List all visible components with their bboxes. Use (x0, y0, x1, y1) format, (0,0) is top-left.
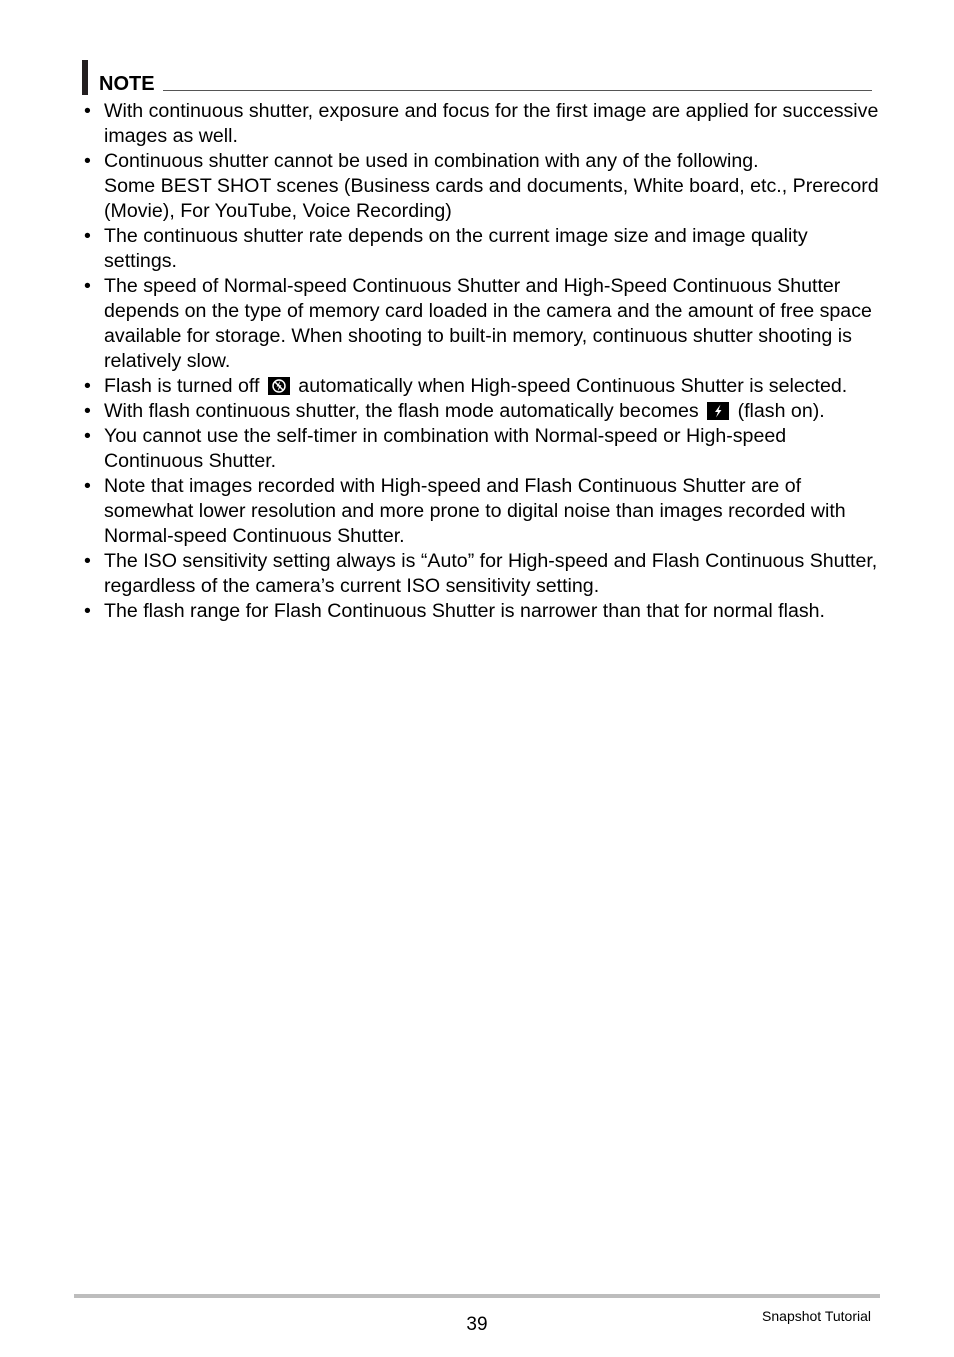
bullet: • (84, 600, 91, 622)
flash-off-icon (268, 377, 290, 395)
note-heading: NOTE (99, 73, 155, 95)
note-marker-bar (82, 60, 88, 95)
list-item (84, 224, 884, 274)
list-item-text: The continuous shutter rate depends on the current image size and image quality settings. (104, 225, 808, 272)
section-name: Snapshot Tutorial (762, 1308, 871, 1324)
list-item-text-after-icon: automatically when High-speed Continuous Shutter is selected. (298, 375, 848, 397)
list-item-text: Continuous shutter cannot be used in combination with any of the following. (104, 150, 759, 172)
flash-on-icon (707, 402, 729, 420)
list-item-text-continued: Some BEST SHOT scenes (Business cards and documents, White board, etc., Prerecord (Movie), For YouTube, Voice Recording) (104, 175, 879, 222)
list-item-text: The ISO sensitivity setting always is “Auto” for High-speed and Flash Continuous Shutter, regardless of the camera’s current ISO sensitivity setting. (104, 550, 878, 597)
list-item-text: With flash continuous shutter, the flash mode automatically becomes (104, 400, 699, 422)
note-heading-rule (163, 90, 872, 91)
list-item (84, 599, 884, 624)
list-item-text: With continuous shutter, exposure and focus for the first image are applied for successive images as well. (104, 100, 879, 147)
page-number: 39 (466, 1314, 488, 1335)
bullet: • (84, 375, 91, 397)
list-item (84, 474, 884, 549)
list-item (84, 424, 884, 474)
list-item-text-after-icon: (flash on). (737, 400, 825, 422)
bullet: • (84, 550, 91, 572)
bullet: • (84, 225, 91, 247)
list-item-text: The flash range for Flash Continuous Shutter is narrower than that for normal flash. (104, 600, 825, 622)
bullet: • (84, 100, 91, 122)
list-item (84, 149, 884, 224)
bullet: • (84, 425, 91, 447)
bullet: • (84, 275, 91, 297)
list-item-text: Flash is turned off (104, 375, 260, 397)
bullet: • (84, 400, 91, 422)
list-item-text: Note that images recorded with High-speed and Flash Continuous Shutter are of somewhat lower resolution and more prone to digital noise than images recorded with Normal-speed Continuous Shutter. (104, 475, 846, 547)
note-list (84, 99, 884, 624)
list-item-text: The speed of Normal-speed Continuous Shutter and High-Speed Continuous Shutter depends on the type of memory card loaded in the camera and the amount of free space available for storage. When shooting to built-in memory, continuous shutter shooting is relatively slow. (104, 275, 872, 372)
bullet: • (84, 150, 91, 172)
list-item (84, 274, 884, 374)
list-item-text: You cannot use the self-timer in combination with Normal-speed or High-speed Continuous Shutter. (104, 425, 787, 472)
bullet: • (84, 475, 91, 497)
list-item (84, 99, 884, 149)
footer-rule (74, 1294, 880, 1298)
list-item (84, 399, 884, 424)
list-item (84, 549, 884, 599)
list-item (84, 374, 884, 399)
